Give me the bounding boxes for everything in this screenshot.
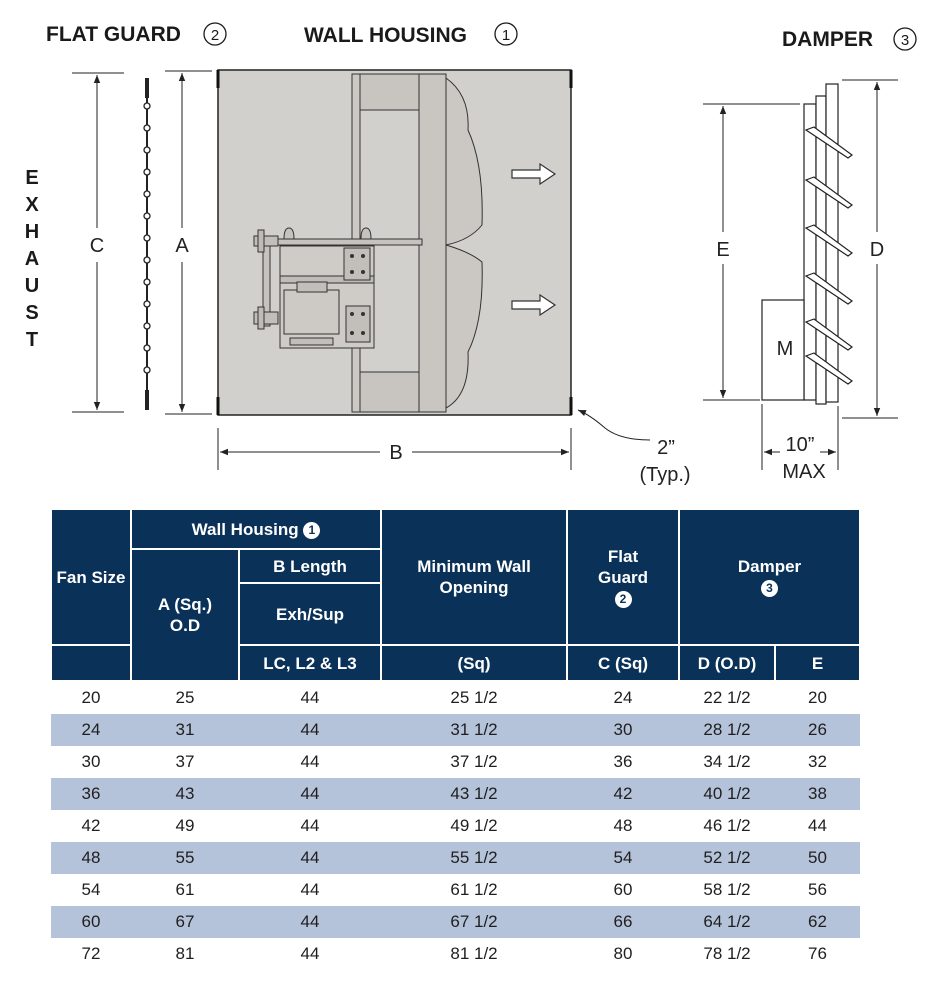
cell-b: 44 xyxy=(239,906,381,938)
damper-title-text: DAMPER xyxy=(782,28,874,51)
header-exh-sup: Exh/Sup xyxy=(239,583,381,645)
table-row xyxy=(51,714,860,746)
header-a-sq-od: A (Sq.) O.D xyxy=(131,549,239,681)
exhaust-letter: T xyxy=(25,329,39,351)
cell-e: 56 xyxy=(808,880,827,899)
cell-min-opening: 61 1/2 xyxy=(450,880,498,899)
wall-housing-title xyxy=(304,23,517,47)
damper-title xyxy=(782,28,916,51)
cell-d: 28 1/2 xyxy=(679,714,775,746)
cell-c: 54 xyxy=(567,842,679,874)
header-wall-housing xyxy=(131,509,381,549)
cell-min-opening: 37 1/2 xyxy=(450,752,498,771)
cell-e: 20 xyxy=(808,688,827,707)
header-damper xyxy=(679,509,860,645)
cell-fan-size: 54 xyxy=(81,880,101,899)
header-sq: (Sq) xyxy=(381,645,567,681)
cell-fan-size: 36 xyxy=(51,778,131,810)
exhaust-letter: U xyxy=(24,275,40,297)
dimension-d xyxy=(842,80,898,418)
cell-a: 37 xyxy=(175,752,195,771)
table-row xyxy=(51,874,860,906)
exhaust-label xyxy=(25,167,40,351)
cell-e: 38 xyxy=(775,778,860,810)
dimension-d-label: D xyxy=(869,239,885,261)
dimension-max xyxy=(762,404,838,483)
header-flat-guard xyxy=(567,509,679,645)
header-flat-guard-number: 2 xyxy=(615,591,632,608)
cell-b: 44 xyxy=(300,880,320,899)
damper-drawing xyxy=(762,84,852,404)
cell-d: 34 1/2 xyxy=(703,752,751,771)
header-damper-number: 3 xyxy=(761,580,778,597)
cell-fan-size: 30 xyxy=(81,752,101,771)
flat-guard-number: 2 xyxy=(210,27,220,44)
cell-fan-size: 60 xyxy=(51,906,131,938)
max-label: MAX xyxy=(782,461,826,483)
exhaust-letter: X xyxy=(25,194,39,216)
header-lc-l2-l3: LC, L2 & L3 xyxy=(239,645,381,681)
cell-d: 52 1/2 xyxy=(679,842,775,874)
cell-d: 64 1/2 xyxy=(679,906,775,938)
cell-d: 58 1/2 xyxy=(703,880,751,899)
cell-a: 55 xyxy=(131,842,239,874)
table-row xyxy=(51,778,860,810)
cell-e: 62 xyxy=(775,906,860,938)
table-row xyxy=(51,746,860,778)
cell-b: 44 xyxy=(239,714,381,746)
dimension-m-label: M xyxy=(776,338,794,360)
cell-min-opening: 55 1/2 xyxy=(381,842,567,874)
cell-d: 22 1/2 xyxy=(703,688,751,707)
cell-d: 46 1/2 xyxy=(703,816,751,835)
cell-min-opening: 81 1/2 xyxy=(450,944,498,963)
cell-a: 67 xyxy=(131,906,239,938)
table-row xyxy=(51,938,860,970)
cell-a: 31 xyxy=(131,714,239,746)
table-row xyxy=(51,681,860,714)
wall-housing-number: 1 xyxy=(501,27,511,44)
dimension-b-label: B xyxy=(389,442,403,464)
cell-fan-size: 24 xyxy=(51,714,131,746)
header-wall-housing-number: 1 xyxy=(303,522,320,539)
dimension-a-label: A xyxy=(175,235,189,257)
cell-d: 40 1/2 xyxy=(679,778,775,810)
cell-fan-size: 42 xyxy=(81,816,101,835)
cell-c: 36 xyxy=(613,752,633,771)
cell-a: 49 xyxy=(175,816,195,835)
cell-min-opening: 49 1/2 xyxy=(450,816,498,835)
cell-fan-size: 48 xyxy=(51,842,131,874)
dimension-e-label: E xyxy=(716,239,730,261)
table-row xyxy=(51,842,860,874)
header-c-sq: C (Sq) xyxy=(567,645,679,681)
cell-b: 44 xyxy=(239,778,381,810)
cell-fan-size: 20 xyxy=(81,688,101,707)
cell-a: 43 xyxy=(131,778,239,810)
cell-min-opening: 25 1/2 xyxy=(450,688,498,707)
flat-guard-title xyxy=(46,23,226,46)
cell-min-opening: 31 1/2 xyxy=(381,714,567,746)
exhaust-letter: A xyxy=(24,248,40,270)
cell-c: 24 xyxy=(613,688,633,707)
cell-a: 81 xyxy=(175,944,195,963)
dimension-c-label: C xyxy=(89,235,105,257)
dimensions-grid xyxy=(50,508,861,970)
cell-min-opening: 43 1/2 xyxy=(381,778,567,810)
header-d-od: D (O.D) xyxy=(679,645,775,681)
cell-c: 30 xyxy=(567,714,679,746)
typ-label: (Typ.) xyxy=(639,464,691,486)
exhaust-letter: H xyxy=(24,221,40,243)
cell-min-opening: 67 1/2 xyxy=(381,906,567,938)
cell-e: 76 xyxy=(808,944,827,963)
cell-c: 80 xyxy=(613,944,633,963)
exhaust-letter: E xyxy=(25,167,39,189)
cell-fan-size: 72 xyxy=(81,944,101,963)
exhaust-letter: S xyxy=(25,302,39,324)
cell-b: 44 xyxy=(300,944,320,963)
header-b-length: B Length xyxy=(239,549,381,583)
table-row xyxy=(51,810,860,842)
cell-a: 61 xyxy=(175,880,195,899)
header-fan-size: Fan Size xyxy=(51,509,131,645)
cell-b: 44 xyxy=(239,842,381,874)
cell-e: 44 xyxy=(808,816,827,835)
dimension-b xyxy=(218,428,571,470)
wall-housing-title-text: WALL HOUSING xyxy=(304,24,467,47)
typ-callout xyxy=(578,410,691,486)
wall-housing-drawing xyxy=(218,70,571,415)
cell-b: 44 xyxy=(300,752,320,771)
cell-e: 50 xyxy=(775,842,860,874)
cell-e: 26 xyxy=(775,714,860,746)
cell-c: 48 xyxy=(613,816,633,835)
dimensions-table xyxy=(50,508,859,970)
cell-d: 78 1/2 xyxy=(703,944,751,963)
header-min-wall-opening: Minimum Wall Opening xyxy=(381,509,567,645)
cell-c: 66 xyxy=(567,906,679,938)
cell-b: 44 xyxy=(300,816,320,835)
header-damper-text: Damper xyxy=(737,557,802,576)
flat-guard-title-text: FLAT GUARD xyxy=(46,23,181,46)
header-flat-guard-text: Flat Guard xyxy=(597,546,649,587)
damper-number: 3 xyxy=(900,32,910,49)
cell-c: 60 xyxy=(613,880,633,899)
cell-e: 32 xyxy=(808,752,827,771)
cell-c: 42 xyxy=(567,778,679,810)
cell-a: 25 xyxy=(175,688,195,707)
dimension-c xyxy=(72,73,124,412)
header-fan-size-blank xyxy=(51,645,131,681)
dimension-a xyxy=(165,71,212,414)
table-row xyxy=(51,906,860,938)
flat-guard-drawing xyxy=(144,78,150,410)
header-e: E xyxy=(775,645,860,681)
typ-value: 2” xyxy=(657,437,675,459)
max-value: 10” xyxy=(785,434,815,456)
header-wall-housing-text: Wall Housing xyxy=(191,519,299,539)
cell-b: 44 xyxy=(300,688,320,707)
